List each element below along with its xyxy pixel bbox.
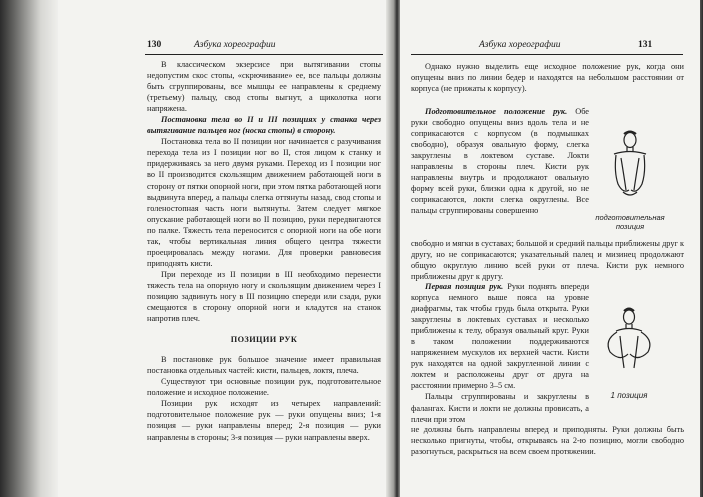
- figure-preparatory-position: [590, 128, 670, 231]
- left-page-header: [147, 40, 382, 54]
- page-number-right: 131: [638, 40, 653, 50]
- left-page-edge: [0, 0, 58, 497]
- left-page-body: [147, 59, 381, 443]
- right-full-1: [411, 238, 684, 282]
- paragraph: В постановке рук большое значение имеет правильная постановка отдельных частей: кисти, пальцев, локтя, плеча.: [147, 355, 381, 376]
- section-heading: Постановка тела во II и III позициях у станка через вытягивание пальцев ног (носка стопы) в сторону.: [147, 115, 381, 136]
- paragraph: Постановка тела во II позиции ног начинается с разучивания перехода тела из I позиции ног во II, стоя лицом к станку и придерживаясь за него двумя руками. Переход из I позиции ног во II производится скользящим движением работающей ноги в сторону от пятки опорной ноги, при этом пятка работающей ноги выдвинута вперед, а пальцы слегка оттянуты назад, свод стопы и голеностопная часть ноги вытянуты. Затем следует мягкое опускание работающей ноги во II позицию, руки передвигаются по палке. Тяжесть тела переносится с опорной ноги на обе ноги так, чтобы вертикальная линия общего центра тяжести проецировалась между ногами. Для проверки равновесия приподнять кисти.: [147, 137, 381, 268]
- running-title-right: Азбука хореографии: [479, 40, 561, 50]
- section-heading: Первая позиция рук.: [425, 282, 504, 291]
- paragraph: свободно и мягки в суставах; большой и средний пальцы приближены друг к другу, но не соприкасаются; указательный палец и мизинец продолжают общую округлую линию всей руки от плеча. Кисти рук немного приближены друг к другу.: [411, 239, 684, 282]
- caption-first-position: 1 позиция: [610, 391, 648, 400]
- right-narrow-1: [411, 106, 589, 216]
- paragraph: не должны быть направлены вперед и приподняты. Руки должны быть несколько пригнуты, чтобы, открываясь на 2-ю позицию, могли свободно разогнуться, раскрыться на всем своем протяжении.: [411, 425, 684, 457]
- paragraph: Существуют три основные позиции рук, подготовительное положение и исходное положение.: [147, 377, 381, 398]
- caption-preparatory: подготовительная позиция: [595, 213, 665, 231]
- dancer-preparatory-illustration: [590, 128, 670, 206]
- paragraph-text: Обе руки свободно опущены вниз вдоль тела и не соприкасаются с корпусом (в подмышках свободно), образуя овальную форму, слегка закруглены в локтевом суставе. Локти направлены в стороны плеч. Кисти рук направлены внутрь и продолжают овальную форму всей руки, близки одна к другой, но не соприкасаются, локти слегка округлены. Все пальцы сгруппированы совершенно: [411, 107, 589, 216]
- running-title-left: Азбука хореографии: [194, 40, 276, 50]
- paragraph: Позиции рук исходят из четырех направлений: подготовительное положение рук — руки опущены вниз; 1-я позиция — руки направлены вперед; 2-я позиция — руки направлены в стороны; 3-я позиция — руки направлены вверх.: [147, 399, 381, 442]
- paragraph: В классическом экзерсисе при вытягивании стопы недопустим скос стопы, «скрючивание» ее, все пальцы должны быть сгруппированы, все мышцы ее направлены к среднему (третьему) пальцу, свод стопы выгнут, а щиколотка ноги напряжена.: [147, 60, 381, 114]
- section-title: ПОЗИЦИИ РУК: [230, 335, 298, 345]
- header-rule-left: [145, 54, 383, 55]
- right-page-header: [411, 40, 683, 54]
- page-number-left: 130: [147, 40, 162, 50]
- right-narrow-2: [411, 281, 589, 425]
- paragraph: При переходе из II позиции в III необходимо перенести тяжесть тела на опорную ногу и скользящим движением через I позицию задвинуть ногу в III позицию спереди или сзади, руки смещаются в сторону опорной ноги и кладутся на станок напротив плеч.: [147, 269, 381, 324]
- dancer-first-position-illustration: [586, 306, 672, 376]
- paragraph: Пальцы сгруппированы и закруглены в фалангах. Кисти и локти не должны провисать, а плечи при этом: [411, 392, 589, 424]
- figure-first-position: [586, 306, 672, 400]
- paragraph: Однако нужно выделить еще исходное положение рук, когда они опущены вниз по линии бедер и находятся на небольшом расстоянии от корпуса (не прижаты к корпусу).: [411, 62, 684, 94]
- right-full-2: [411, 424, 684, 457]
- header-rule-right: [411, 54, 683, 55]
- paragraph-text: Руки поднять впереди корпуса немного выше пояса на уровне диафрагмы, так чтобы грудь была открыта. Руки закруглены в локтевых суставах и несколько приближены к телу, образуя овальный круг. Руки в таком положении поддерживаются напряжением мускулов их верхней части. Кисти рук находятся на одной закругленной линии с локтем и расположены друг от друга на расстоянии примерно 3–5 см.: [411, 282, 590, 391]
- right-intro: [411, 61, 684, 94]
- section-heading: Подготовительное положение рук.: [425, 107, 568, 116]
